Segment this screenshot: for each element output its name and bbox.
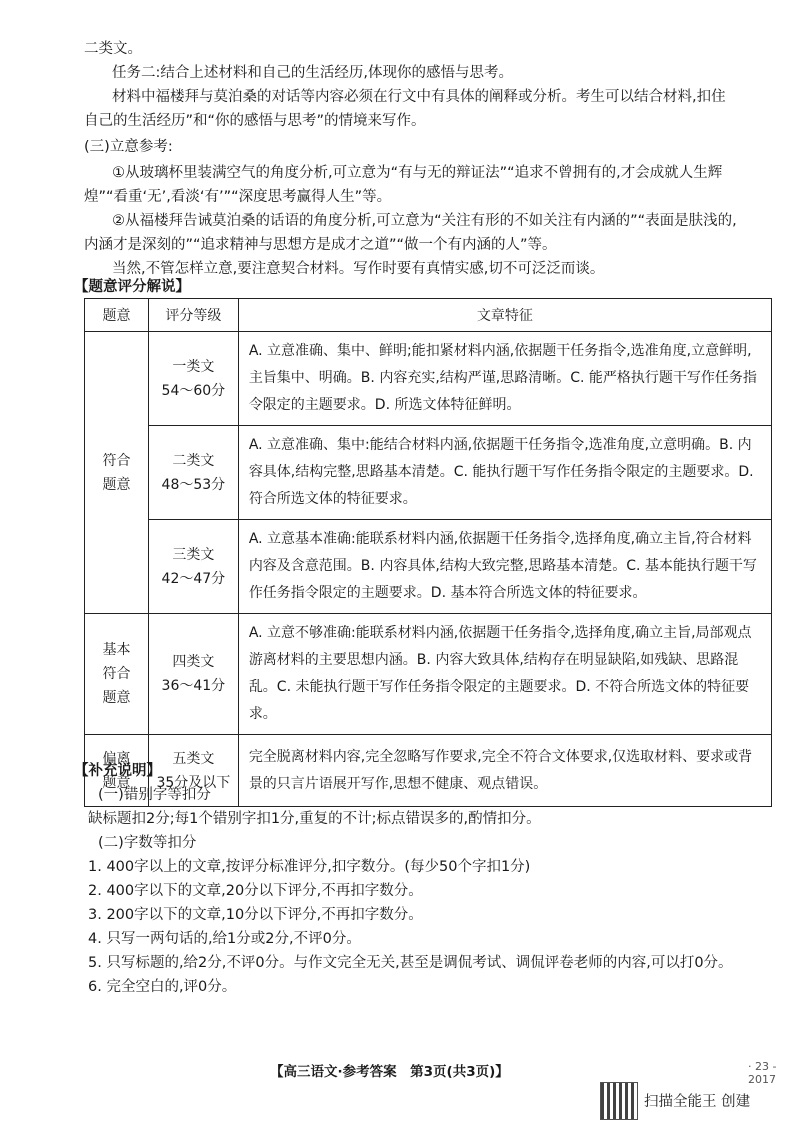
table-header-row bbox=[85, 299, 772, 332]
supplement-line: 6. 完全空白的,评0分。 bbox=[88, 979, 237, 995]
scoring-section-title: 【题意评分解说】 bbox=[74, 279, 190, 295]
feature-cell: A. 立意基本准确:能联系材料内涵,依据题干任务指令,选择角度,确立主旨,符合材料内容及含意范围。B. 内容具体,结构大致完整,思路基本清楚。C. 基本能执行题干写作任务指令限定的主题要求。D. 基本符合所选文体的特征要求。 bbox=[238, 520, 771, 614]
intro-line-1: 二类文。 bbox=[84, 41, 142, 57]
grade-cell bbox=[148, 332, 238, 426]
grade-name: 五类文 bbox=[172, 750, 215, 767]
intro-line-4: 自己的生活经历”和“你的感悟与思考”的情境来写作。 bbox=[84, 113, 426, 129]
supplement-line: (二)字数等扣分 bbox=[98, 835, 197, 851]
intro-line-7: 煌”“看重‘无’,看淡‘有’”“深度思考赢得人生”等。 bbox=[84, 189, 392, 205]
intro-line-6: ①从玻璃杯里装满空气的角度分析,可立意为“有与无的辩证法”“追求不曾拥有的,才会成就人生辉 bbox=[112, 165, 723, 181]
intro-line-10: 当然,不管怎样立意,要注意契合材料。写作时要有真情实感,切不可泛泛而谈。 bbox=[112, 261, 605, 277]
grade-range: 42～47分 bbox=[161, 570, 226, 587]
grade-name: 三类文 bbox=[172, 546, 215, 563]
grade-range: 54～60分 bbox=[161, 382, 226, 399]
grade-name: 一类文 bbox=[172, 358, 215, 375]
supplement-line: 缺标题扣2分;每1个错别字扣1分,重复的不计;标点错误多的,酌情扣分。 bbox=[88, 811, 541, 827]
supplement-line: 4. 只写一两句话的,给1分或2分,不评0分。 bbox=[88, 931, 361, 947]
group-label bbox=[85, 332, 149, 614]
feature-cell: A. 立意准确、集中、鲜明;能扣紧材料内涵,依据题干任务指令,选准角度,立意鲜明,主旨集中、明确。B. 内容充实,结构严谨,思路清晰。C. 能严格执行题干写作任务指令限定的主题要求。D. 所选文体特征鲜明。 bbox=[238, 332, 771, 426]
footer-code: · 23 - 2017 bbox=[748, 1060, 777, 1086]
grade-range: 35分及以下 bbox=[156, 774, 231, 791]
intro-line-9: 内涵才是深刻的”“追求精神与思想方是成才之道”“做一个有内涵的人”等。 bbox=[84, 237, 557, 253]
header-topic: 题意 bbox=[85, 299, 149, 332]
group-label-text: 偏离题意 bbox=[102, 750, 131, 791]
grade-name: 四类文 bbox=[172, 654, 215, 670]
page-footer: 【高三语文·参考答案 第3页(共3页)】 bbox=[270, 1064, 509, 1080]
group-label bbox=[85, 614, 149, 735]
intro-line-3: 材料中福楼拜与莫泊桑的对话等内容必须在行文中有具体的阐释或分析。考生可以结合材料,扣住 bbox=[112, 89, 726, 105]
supplement-line: 2. 400字以下的文章,20分以下评分,不再扣字数分。 bbox=[88, 883, 423, 899]
intro-line-5: (三)立意参考: bbox=[84, 139, 173, 155]
feature-cell: 完全脱离材料内容,完全忽略写作要求,完全不符合文体要求,仅选取材料、要求或背景的只言片语展开写作,思想不健康、观点错误。 bbox=[238, 735, 771, 807]
header-grade: 评分等级 bbox=[148, 299, 238, 332]
scoring-table bbox=[84, 298, 772, 807]
header-features: 文章特征 bbox=[238, 299, 771, 332]
supplement-title: 【补充说明】 bbox=[74, 763, 161, 779]
supplement-line: 1. 400字以上的文章,按评分标准评分,扣字数分。(每少50个字扣1分) bbox=[88, 859, 531, 875]
table-row bbox=[85, 426, 772, 520]
supplement-line: 3. 200字以下的文章,10分以下评分,不再扣字数分。 bbox=[88, 907, 423, 923]
intro-line-8: ②从福楼拜告诫莫泊桑的话语的角度分析,可立意为“关注有形的不如关注有内涵的”“表面是肤浅的, bbox=[112, 213, 737, 229]
supplement-line: (一)错别字等扣分 bbox=[98, 787, 211, 803]
grade-cell bbox=[148, 614, 238, 735]
group-label-text: 基本符合题意 bbox=[102, 642, 131, 706]
supplement-line: 5. 只写标题的,给2分,不评0分。与作文完全无关,甚至是调侃考试、调侃评卷老师的内容,可以打0分。 bbox=[88, 955, 733, 971]
task-two-line: 任务二:结合上述材料和自己的生活经历,体现你的感悟与思考。 bbox=[112, 65, 513, 81]
qr-code-icon bbox=[600, 1082, 638, 1120]
grade-name: 二类文 bbox=[172, 452, 215, 469]
grade-range: 48～53分 bbox=[161, 476, 226, 493]
grade-cell bbox=[148, 426, 238, 520]
feature-cell: A. 立意准确、集中:能结合材料内涵,依据题干任务指令,选准角度,立意明确。B. 内容具体,结构完整,思路基本清楚。C. 能执行题干写作任务指令限定的主题要求。D. 符合所选文体的特征要求。 bbox=[238, 426, 771, 520]
table-row bbox=[85, 614, 772, 735]
table-row bbox=[85, 332, 772, 426]
group-label-text: 符合题意 bbox=[102, 452, 131, 493]
grade-cell bbox=[148, 520, 238, 614]
scanner-watermark: 扫描全能王 创建 bbox=[644, 1094, 751, 1110]
feature-cell: A. 立意不够准确:能联系材料内涵,依据题干任务指令,选择角度,确立主旨,局部观点游离材料的主要思想内涵。B. 内容大致具体,结构存在明显缺陷,如残缺、思路混乱。C. 未能执行题干写作任务指令限定的主题要求。D. 不符合所选文体的特征要求。 bbox=[238, 614, 771, 735]
grade-range: 36～41分 bbox=[161, 678, 226, 694]
table-row bbox=[85, 520, 772, 614]
